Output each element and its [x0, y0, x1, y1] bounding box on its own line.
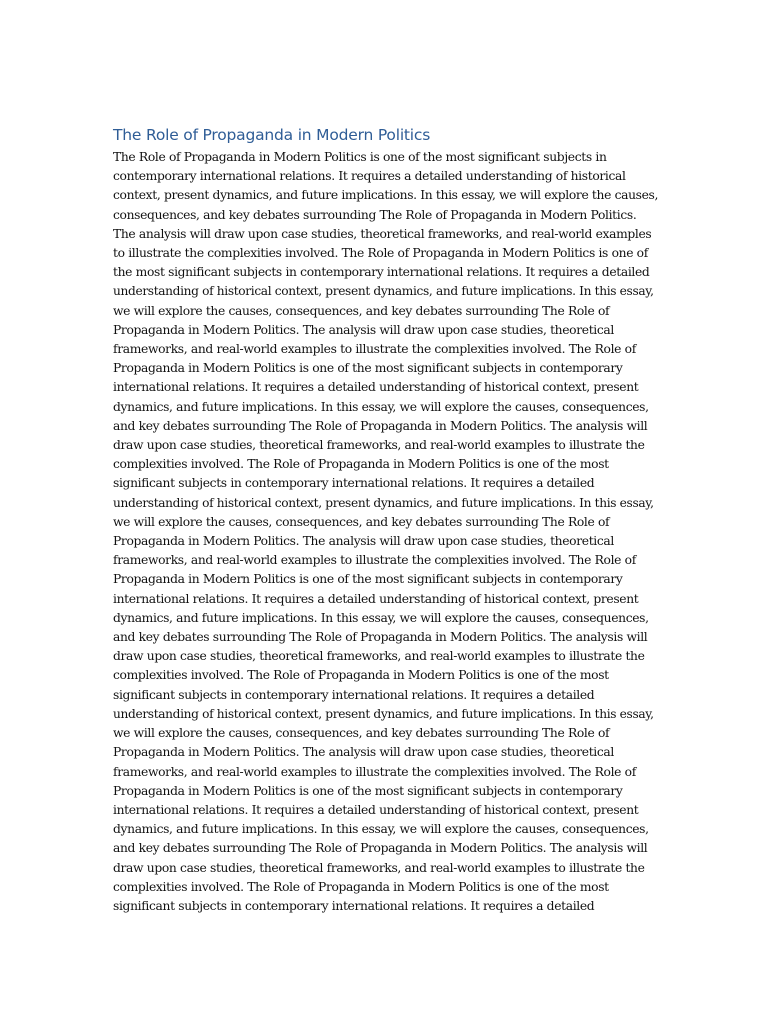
body-text-line: consequences, and key debates surrounding The Role of Propaganda in Modern Politics. [113, 207, 637, 222]
body-text-line: contemporary international relations. It requires a detailed understanding of historical [113, 169, 626, 184]
body-text-line: Propaganda in Modern Politics is one of the most significant subjects in contemporary [113, 572, 623, 587]
body-text-line: significant subjects in contemporary international relations. It requires a detailed [113, 898, 595, 913]
body-text-line: Propaganda in Modern Politics is one of the most significant subjects in contemporary [113, 783, 623, 798]
body-text-line: understanding of historical context, present dynamics, and future implications. In this essay, [113, 495, 654, 510]
body-text-line: understanding of historical context, present dynamics, and future implications. In this essay, [113, 706, 654, 721]
body-text-line: international relations. It requires a detailed understanding of historical context, present [113, 802, 639, 817]
body-text-line: Propaganda in Modern Politics. The analysis will draw upon case studies, theoretical [113, 322, 614, 337]
body-text-line: complexities involved. The Role of Propaganda in Modern Politics is one of the most [113, 457, 609, 472]
body-text-line: significant subjects in contemporary international relations. It requires a detailed [113, 687, 595, 702]
body-text-line: international relations. It requires a detailed understanding of historical context, present [113, 591, 639, 606]
body-text-line: complexities involved. The Role of Propaganda in Modern Politics is one of the most [113, 879, 609, 894]
body-text-line: draw upon case studies, theoretical frameworks, and real-world examples to illustrate the [113, 438, 645, 453]
body-text-line: significant subjects in contemporary international relations. It requires a detailed [113, 476, 595, 491]
body-text-line: the most significant subjects in contemporary international relations. It requires a detailed [113, 265, 650, 280]
body-text-line: and key debates surrounding The Role of Propaganda in Modern Politics. The analysis will [113, 841, 648, 856]
body-text-line: Propaganda in Modern Politics. The analysis will draw upon case studies, theoretical [113, 534, 614, 549]
body-text-line: The analysis will draw upon case studies, theoretical frameworks, and real-world examples [113, 226, 652, 241]
body-text-line: frameworks, and real-world examples to illustrate the complexities involved. The Role of [113, 764, 636, 779]
body-text-line: Propaganda in Modern Politics is one of the most significant subjects in contemporary [113, 361, 623, 376]
body-text-line: dynamics, and future implications. In this essay, we will explore the causes, consequences, [113, 399, 649, 414]
body-text-line: dynamics, and future implications. In this essay, we will explore the causes, consequences, [113, 610, 649, 625]
body-text-line: Propaganda in Modern Politics. The analysis will draw upon case studies, theoretical [113, 745, 614, 760]
body-text-line: frameworks, and real-world examples to illustrate the complexities involved. The Role of [113, 342, 636, 357]
body-text-line: draw upon case studies, theoretical frameworks, and real-world examples to illustrate the [113, 860, 645, 875]
body-text-line: draw upon case studies, theoretical frameworks, and real-world examples to illustrate the [113, 649, 645, 664]
body-text-line: context, present dynamics, and future implications. In this essay, we will explore the causes, [113, 188, 659, 203]
body-text-line: international relations. It requires a detailed understanding of historical context, present [113, 380, 639, 395]
document-body [113, 148, 658, 916]
body-text-line: and key debates surrounding The Role of Propaganda in Modern Politics. The analysis will [113, 418, 648, 433]
body-text-line: The Role of Propaganda in Modern Politics is one of the most significant subjects in [113, 150, 607, 164]
document-content [113, 122, 658, 916]
body-text-line: we will explore the causes, consequences, and key debates surrounding The Role of [113, 514, 610, 529]
body-text-line: frameworks, and real-world examples to illustrate the complexities involved. The Role of [113, 553, 636, 568]
body-text-line: to illustrate the complexities involved. The Role of Propaganda in Modern Politics is one of [113, 246, 648, 261]
body-text-line: and key debates surrounding The Role of Propaganda in Modern Politics. The analysis will [113, 630, 648, 645]
body-text-line: we will explore the causes, consequences, and key debates surrounding The Role of [113, 726, 610, 741]
body-text-line: complexities involved. The Role of Propaganda in Modern Politics is one of the most [113, 668, 609, 683]
body-text-line: dynamics, and future implications. In this essay, we will explore the causes, consequences, [113, 822, 649, 837]
body-text-line: we will explore the causes, consequences, and key debates surrounding The Role of [113, 303, 610, 318]
document-title: The Role of Propaganda in Modern Politics [113, 126, 431, 144]
body-text-line: understanding of historical context, present dynamics, and future implications. In this essay, [113, 284, 654, 299]
